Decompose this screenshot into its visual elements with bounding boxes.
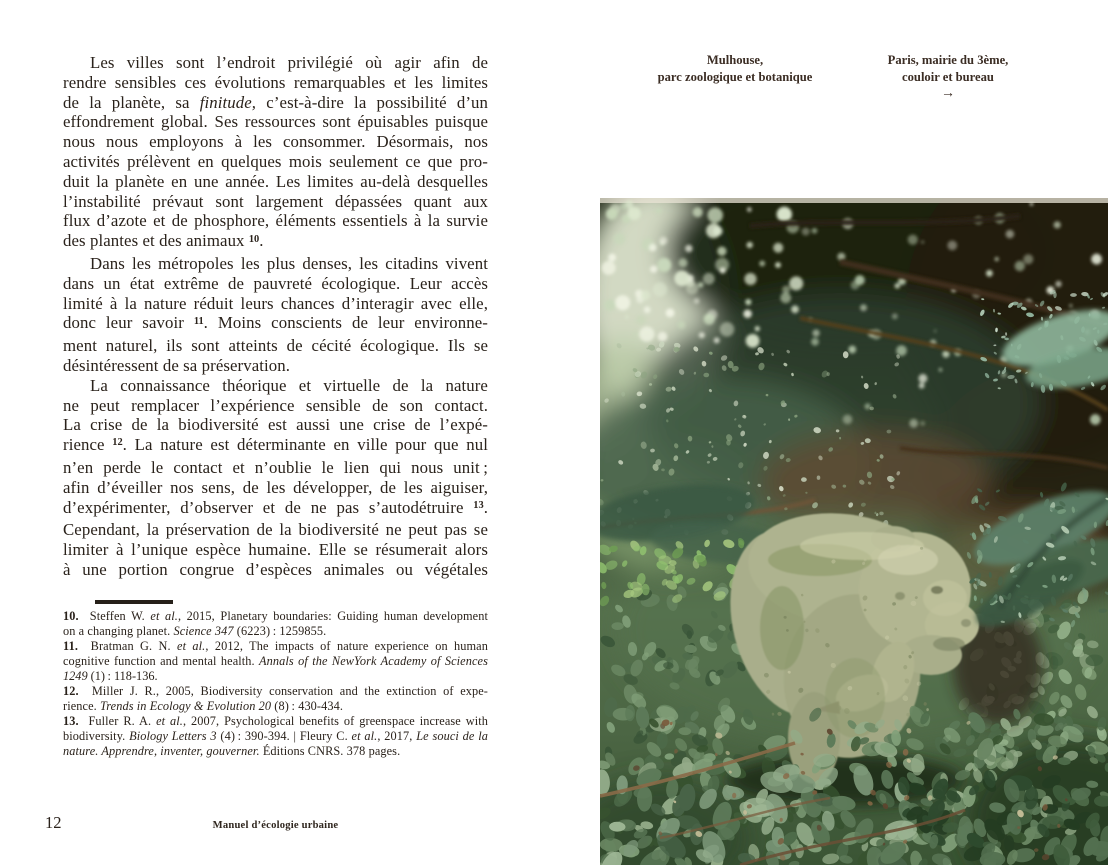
footnote-11: 11. Bratman G. N. et al., 2012, The impacts of nature experience on human cognitive function and mental health. Annals of the NewYork Academy of Sciences 1249 (1) : 118-136. [63, 639, 488, 683]
caption-line: couloir et bureau [902, 69, 994, 84]
footnote-10: 10. Steffen W. et al., 2015, Planetary boundaries: Guiding human development on a changing planet. Science 347 (6223) : 1259855. [63, 609, 488, 638]
page-number: 12 [45, 813, 62, 832]
caption-line: parc zoologique et botanique [657, 69, 813, 84]
paragraph-2: Dans les métropoles les plus denses, les citadins vivent dans un état extrême de pauvreté écologique. Leur accès limité à la nature réduit leurs chances d’interagir avec elle, donc leur savoir $^{11}$. Moins conscients de leur environne- ment naturel, ils sont atteints de cécité écologique. Ils se désintéressent de sa préservation. [63, 253, 488, 375]
footnote-13: 13. Fuller R. A. et al., 2007, Psychological benefits of greenspace increase with biodiversity. Biology Letters 3 (4) : 390-394. | Fleury C. et al., 2017, Le souci de la nature. Apprendre, inventer, gouverner. Éditions CNRS. 378 pages. [63, 714, 488, 758]
body-text [63, 53, 488, 580]
footnotes [63, 609, 488, 759]
caption-line: Paris, mairie du 3ème, [887, 53, 1009, 67]
caption-line: Mulhouse, [706, 53, 764, 67]
footnote-12: 12. Miller J. R., 2005, Biodiversity conservation and the extinction of expe- rience. Trends in Ecology & Evolution 20 (8) : 430-434. [63, 684, 488, 713]
photo-stone-lion [600, 198, 1108, 865]
photo-top-light-strip [600, 198, 1108, 203]
paragraph-1: Les villes sont l’endroit privilégié où agir afin de rendre sensibles ces évolutions remarquables et les limites de la planète, sa finitude, c’est-à-dire la possibilité d’un effondrement global. Ses ressources sont épuisables puisque nous nous employons à les consommer. Désormais, nos activités prélèvent en quelques mois seulement ce que pro- duit la planète en une année. Les limites au-delà desquelles l’instabilité prévaut sont largement dépassées quant aux flux d’azote et de phosphore, éléments essentiels à la survie des plantes et des animaux $^{10}$. [63, 53, 488, 251]
photo-caption-paris [838, 52, 1058, 103]
statue-eye [931, 586, 943, 594]
paragraph-3: La connaissance théorique et virtuelle de la nature ne peut remplacer l’expérience sensible de son contact. La crise de la biodiversité est aussi une crise de l’expé- rience $^{12}$. La nature est déterminante en ville pour que nul n’en perde le contact et n’oublie le lien qui nous unit ; afin d’éveiller nos sens, de les développer, de les aiguiser, d’expérimenter, d’observer et de ne pas s’autodétruire $^{13}$. Cependant, la préservation de la biodiversité ne peut pas se limiter à l’unique espèce humaine. Elle se résumerait alors à une portion congrue d’espèces animales ou végétales [63, 375, 488, 579]
arrow-right-icon: → [941, 86, 955, 101]
running-title: Manuel d’écologie urbaine [212, 820, 339, 831]
photo-caption-mulhouse [615, 52, 855, 85]
footnote-rule [95, 600, 173, 604]
